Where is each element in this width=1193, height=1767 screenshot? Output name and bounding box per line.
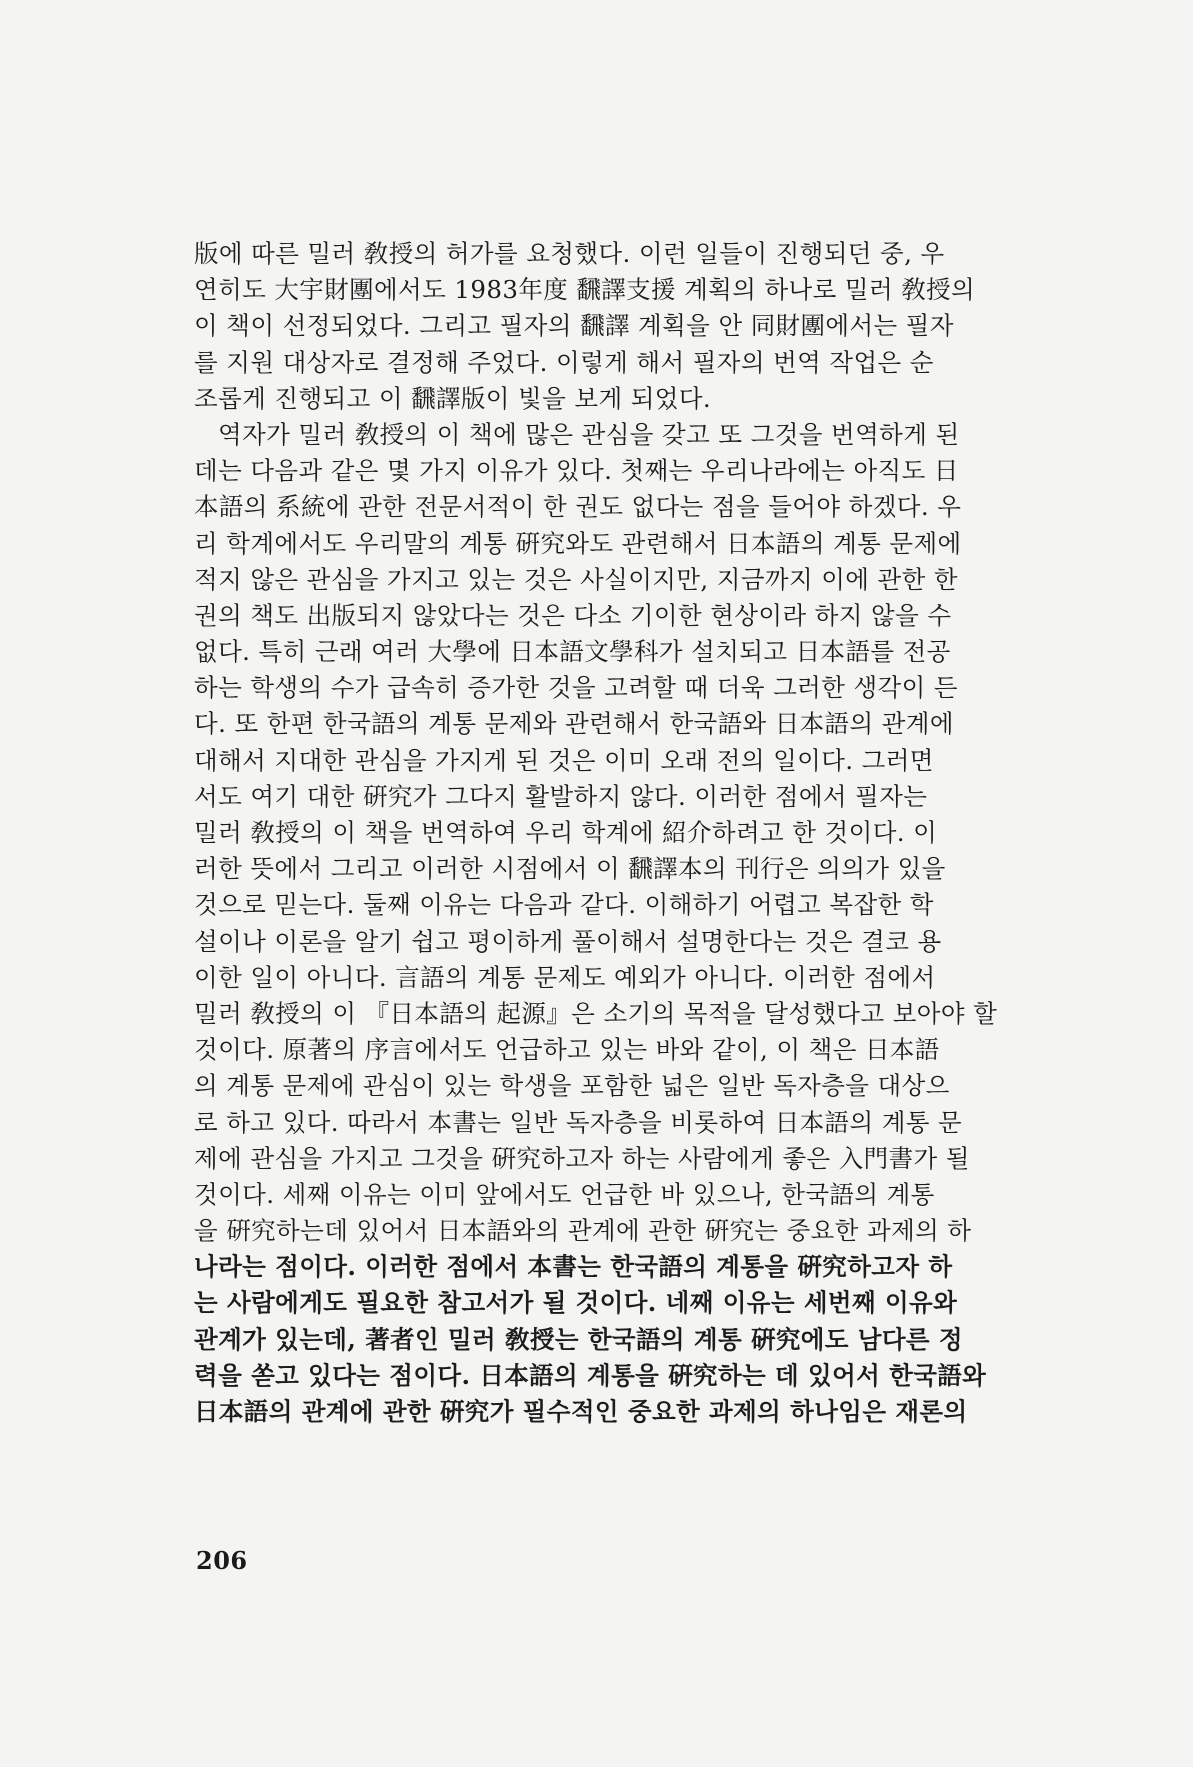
text-line: 것이다. 세째 이유는 이미 앞에서도 언급한 바 있으나, 한국語의 계통 <box>194 1179 935 1209</box>
text-line: 의 계통 문제에 관심이 있는 학생을 포함한 넓은 일반 독자층을 대상으 <box>194 1071 950 1101</box>
text-line: 이한 일이 아니다. 言語의 계통 문제도 예외가 아니다. 이러한 점에서 <box>194 962 936 992</box>
text-line: 밀러 敎授의 이 책을 번역하여 우리 학계에 紹介하려고 한 것이다. 이 <box>194 818 938 847</box>
text-line: 데는 다음과 같은 몇 가지 이유가 있다. 첫째는 우리나라에는 아직도 日 <box>194 456 959 486</box>
text-line: 이 책이 선정되었다. 그리고 필자의 飜譯 계획을 안 同財團에서는 필자 <box>194 311 954 341</box>
text-line: 설이나 이론을 알기 쉽고 평이하게 풀이해서 설명한다는 것은 결코 용 <box>194 926 942 956</box>
text-line: 조롭게 진행되고 이 飜譯版이 빛을 보게 되었다. <box>194 383 712 413</box>
text-line: 력을 쏟고 있다는 점이다. 日本語의 계통을 硏究하는 데 있어서 한국語와 <box>194 1360 987 1390</box>
text-line: 를 지원 대상자로 결정해 주었다. 이렇게 해서 필자의 번역 작업은 순 <box>194 347 934 377</box>
page-number: 206 <box>196 1546 248 1575</box>
text-line: 을 硏究하는데 있어서 日本語와의 관계에 관한 硏究는 중요한 과제의 하 <box>194 1216 972 1246</box>
text-line: 없다. 특히 근래 여러 大學에 日本語文學科가 설치되고 日本語를 전공 <box>194 637 951 667</box>
text-line: 관계가 있는데, 著者인 밀러 敎授는 한국語의 계통 硏究에도 남다른 정 <box>194 1324 963 1354</box>
text-line: 리 학계에서도 우리말의 계통 硏究와도 관련해서 日本語의 계통 문제에 <box>194 528 962 558</box>
text-line: 제에 관심을 가지고 그것을 硏究하고자 하는 사람에게 좋은 入門書가 될 <box>194 1143 970 1173</box>
text-line: 권의 책도 出版되지 않았다는 것은 다소 기이한 현상이라 하지 않을 수 <box>194 600 952 630</box>
text-line: 적지 않은 관심을 가지고 있는 것은 사실이지만, 지금까지 이에 관한 한 <box>194 564 958 594</box>
text-line: 로 하고 있다. 따라서 本書는 일반 독자층을 비롯하여 日本語의 계통 문 <box>194 1107 963 1137</box>
text-line: 다. 또 한편 한국語의 계통 문제와 관련해서 한국語와 日本語의 관계에 <box>194 709 954 739</box>
text-line: 日本語의 관계에 관한 硏究가 필수적인 중요한 과제의 하나임은 재론의 <box>194 1397 968 1426</box>
text-line: 版에 따른 밀러 敎授의 허가를 요청했다. 이런 일들이 진행되던 중, 우 <box>194 239 945 268</box>
text-line: 서도 여기 대한 硏究가 그다지 활발하지 않다. 이러한 점에서 필자는 <box>194 781 928 811</box>
text-line: 밀러 敎授의 이 『日本語의 起源』은 소기의 목적을 달성했다고 보아야 할 <box>194 998 998 1028</box>
text-line: 것으로 믿는다. 둘째 이유는 다음과 같다. 이해하기 어렵고 복잡한 학 <box>194 890 934 920</box>
text-line: 대해서 지대한 관심을 가지게 된 것은 이미 오래 전의 일이다. 그러면 <box>194 745 934 775</box>
text-line: 러한 뜻에서 그리고 이러한 시점에서 이 飜譯本의 刊行은 의의가 있을 <box>194 854 946 884</box>
paragraph-start-line: 역자가 밀러 敎授의 이 책에 많은 관심을 갖고 또 그것을 번역하게 된 <box>218 419 960 449</box>
text-line: 연히도 大宇財團에서도 1983年度 飜譯支援 계획의 하나로 밀러 敎授의 <box>194 275 976 305</box>
text-line: 는 사람에게도 필요한 참고서가 될 것이다. 네째 이유는 세번째 이유와 <box>194 1288 958 1318</box>
text-line: 하는 학생의 수가 급속히 증가한 것을 고려할 때 더욱 그러한 생각이 든 <box>194 673 958 703</box>
text-line: 本語의 系統에 관한 전문서적이 한 권도 없다는 점을 들어야 하겠다. 우 <box>194 492 962 522</box>
body-text <box>194 236 1046 1430</box>
text-line: 나라는 점이다. 이러한 점에서 本書는 한국語의 계통을 硏究하고자 하 <box>194 1252 953 1282</box>
text-line: 것이다. 原著의 序言에서도 언급하고 있는 바와 같이, 이 책은 日本語 <box>194 1035 940 1065</box>
